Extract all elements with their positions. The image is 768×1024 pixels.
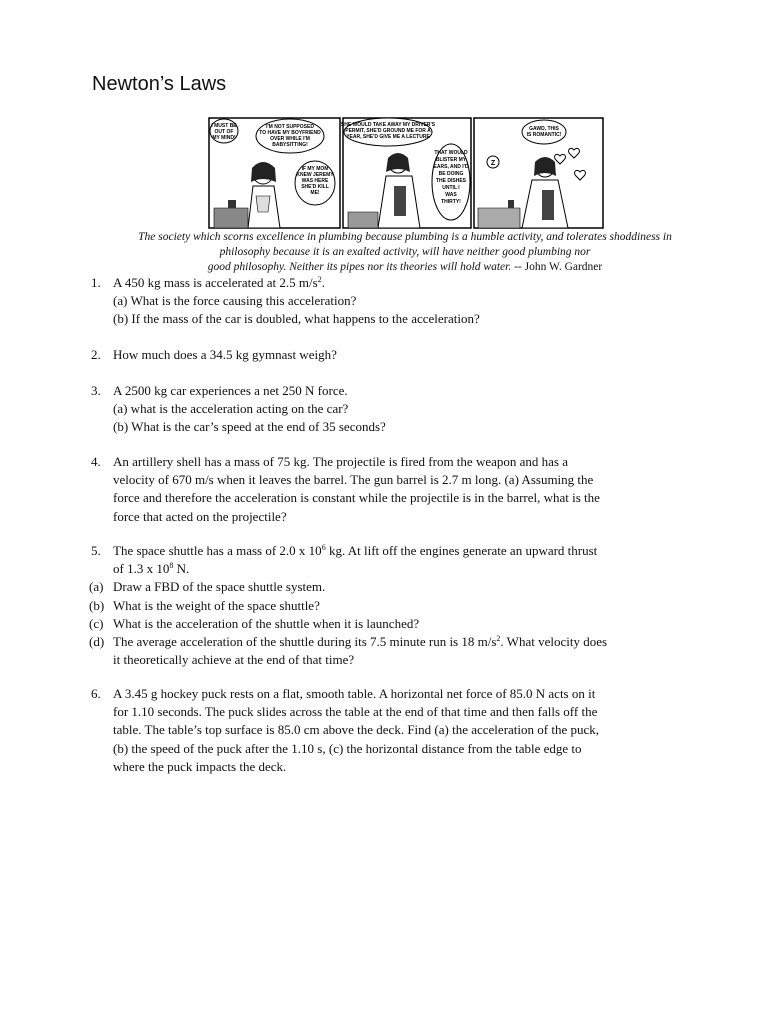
question-part-b: (b) If the mass of the car is doubled, what happens to the acceleration? xyxy=(113,311,480,327)
comic-text: OVER WHILE I'M xyxy=(270,136,310,142)
comic-text: I'M NOT SUPPOSED xyxy=(266,124,314,130)
question-part-c: (c) What is the acceleration of the shuttle when it is launched? xyxy=(89,615,420,631)
question-text: A 2500 kg car experiences a net 250 N force. xyxy=(113,383,348,398)
question-text: it theoretically achieve at the end of that time? xyxy=(113,652,355,668)
question-text: where the puck impacts the deck. xyxy=(113,758,287,774)
question-text: A 450 kg mass is accelerated at 2.5 $m/s^2$. xyxy=(113,275,325,290)
comic-text: BLISTER MY xyxy=(435,157,467,163)
comic-panel-3 xyxy=(474,118,603,228)
comic-text: TO HAVE MY BOYFRIEND xyxy=(259,130,321,136)
question-part-b: (b) What is the car’s speed at the end of 35 seconds? xyxy=(113,419,386,435)
comic-strip xyxy=(208,116,604,230)
comic-text: OUT OF xyxy=(214,129,234,135)
question-part-d: (d) The average acceleration of the shuttle during its 7.5 minute run is 18 $m/s^2$. What velocity does xyxy=(89,634,608,650)
comic-text: ME! xyxy=(310,190,320,196)
question-text: for 1.10 seconds. The puck slides across the table at the end of that time and then falls off the xyxy=(113,704,598,720)
comic-text: GAWD, THIS xyxy=(529,126,559,132)
comic-text: WAS xyxy=(445,192,457,198)
comic-text: MY MIND! xyxy=(212,135,236,141)
quote-author: -- John W. Gardner xyxy=(511,261,603,273)
comic-text: WAS HERE xyxy=(301,178,329,184)
question-number: 1. xyxy=(91,275,101,290)
comic-text: YEAR, SHE'D GIVE ME A LECTURE xyxy=(346,134,430,140)
quote-line: philosophy because it is an exalted activity, will have neither good plumbing nor xyxy=(219,246,591,258)
question-number: 6. xyxy=(91,686,101,701)
comic-text: THIRTY! xyxy=(441,199,461,205)
comic-text: THE DISHES xyxy=(435,178,467,184)
comic-text: IF MY MOM xyxy=(301,166,329,172)
comic-text: UNTIL I xyxy=(442,185,460,191)
question-text: of 1.3 x $10^8$ N. xyxy=(113,561,190,577)
comic-panel-2 xyxy=(341,118,471,228)
question-text: The space shuttle has a mass of 2.0 x $10^6$ kg. At lift off the engines generate an upward thrust xyxy=(113,543,598,558)
question-number: 4. xyxy=(91,454,101,469)
question-number: 2. xyxy=(91,347,101,362)
comic-text: SHE'D KILL xyxy=(301,184,329,190)
question-text: force and therefore the acceleration is constant while the projectile is in the barrel, what is the xyxy=(113,490,600,506)
comic-text: IS ROMANTIC! xyxy=(526,132,562,138)
question-part-a: (a) What is the force causing this acceleration? xyxy=(113,293,357,309)
question-number: 3. xyxy=(91,383,101,398)
quote-caption xyxy=(60,230,750,275)
question-part-a: (a) Draw a FBD of the space shuttle system. xyxy=(89,579,326,595)
comic-text: Z xyxy=(490,160,496,167)
comic-text: THAT WOULD xyxy=(434,150,468,156)
comic-text: KNEW JEREMY xyxy=(296,172,334,178)
page-title: Newton’s Laws xyxy=(92,73,227,95)
comic-text: BABYSITTING! xyxy=(272,142,308,148)
quote-text: good philosophy. Neither its pipes nor its theories will hold water. xyxy=(207,261,512,273)
question-text: force that acted on the projectile? xyxy=(113,508,287,524)
question-text: (b) the speed of the puck after the 1.10 s, (c) the horizontal distance from the table edge to xyxy=(113,740,582,756)
comic-text: SHE WOULD TAKE AWAY MY DRIVER'S xyxy=(340,122,436,128)
question-text: table. The table’s top surface is 85.0 cm above the deck. Find (a) the acceleration of the puck, xyxy=(113,722,599,738)
question-text: velocity of 670 m/s when it leaves the barrel. The gun barrel is 2.7 m long. (a) Assuming the xyxy=(113,472,594,488)
comic-text: PERMIT, SHE'D GROUND ME FOR A xyxy=(345,128,431,134)
question-text: A 3.45 g hockey puck rests on a flat, smooth table. A horizontal net force of 85.0 N acts on it xyxy=(113,686,596,701)
question-part-b: (b) What is the weight of the space shuttle? xyxy=(89,597,320,613)
comic-panel-1 xyxy=(209,118,340,228)
question-part-a: (a) what is the acceleration acting on the car? xyxy=(113,401,349,417)
comic-text: BE DOING xyxy=(438,171,464,177)
question-text: How much does a 34.5 kg gymnast weigh? xyxy=(113,347,337,362)
quote-line: The society which scorns excellence in plumbing because plumbing is a humble activity, and tolerates shoddiness in xyxy=(138,231,672,243)
comic-text: I MUST BE xyxy=(211,123,237,129)
quote-line xyxy=(60,260,750,275)
question-text: An artillery shell has a mass of 75 kg. The projectile is fired from the weapon and has a xyxy=(113,454,568,469)
comic-text: EARS, AND I'D xyxy=(433,164,469,170)
question-number: 5. xyxy=(91,543,101,558)
